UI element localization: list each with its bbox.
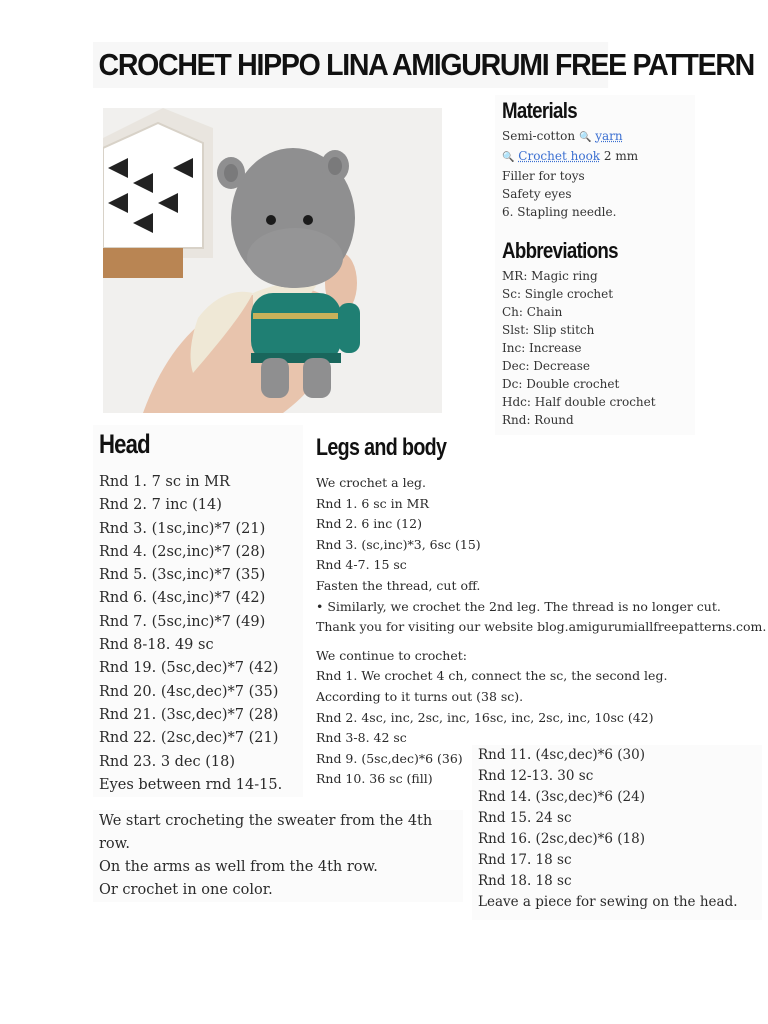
pattern-row: Rnd 3. (sc,inc)*3, 6sc (15) bbox=[316, 536, 481, 552]
crochet-hook-link[interactable]: Crochet hook bbox=[518, 149, 601, 163]
materials-list bbox=[502, 127, 695, 221]
abbreviation-item: Dc: Double crochet bbox=[502, 377, 620, 391]
pattern-row: Rnd 15. 24 sc bbox=[478, 810, 572, 826]
pattern-row: According to it turns out (38 sc). bbox=[316, 688, 524, 704]
sweater-note bbox=[93, 810, 463, 902]
body-rows-continued bbox=[478, 745, 762, 913]
search-icon: 🔍 bbox=[502, 152, 515, 163]
materials-item: Safety eyes bbox=[502, 187, 572, 201]
pattern-row: Rnd 16. (2sc,dec)*6 (18) bbox=[478, 831, 645, 847]
pattern-row: Rnd 8-18. 49 sc bbox=[99, 637, 214, 654]
hippo-photo bbox=[103, 108, 442, 413]
pattern-row: Rnd 2. 6 inc (12) bbox=[316, 516, 422, 532]
materials-item: 🔍 Crochet hook 2 mm bbox=[502, 149, 639, 163]
pattern-row: Rnd 20. (4sc,dec)*7 (35) bbox=[99, 683, 279, 700]
pattern-row: Rnd 5. (3sc,inc)*7 (35) bbox=[99, 567, 266, 584]
pattern-row: Rnd 2. 7 inc (14) bbox=[99, 497, 222, 514]
materials-item: Semi-cotton 🔍 yarn bbox=[502, 129, 623, 143]
materials-item: 6. Stapling needle. bbox=[502, 205, 617, 219]
pattern-row: We continue to crochet: bbox=[316, 647, 467, 663]
abbreviation-item: Inc: Increase bbox=[502, 341, 582, 355]
abbreviation-item: Dec: Decrease bbox=[502, 359, 590, 373]
pattern-row: Rnd 6. (4sc,inc)*7 (42) bbox=[99, 590, 266, 607]
pattern-row: Rnd 19. (5sc,dec)*7 (42) bbox=[99, 660, 279, 677]
abbreviation-item: Ch: Chain bbox=[502, 305, 563, 319]
pattern-row: Rnd 12-13. 30 sc bbox=[478, 768, 594, 784]
page-title: CROCHET HIPPO LINA AMIGURUMI FREE PATTERN bbox=[93, 42, 608, 88]
pattern-row: Rnd 1. 7 sc in MR bbox=[99, 474, 230, 490]
abbreviation-item: Hdc: Half double crochet bbox=[502, 395, 656, 409]
abbreviation-item: Slst: Slip stitch bbox=[502, 323, 595, 337]
pattern-row: Rnd 1. We crochet 4 ch, connect the sc, the second leg. bbox=[316, 668, 668, 684]
abbreviations-list bbox=[502, 267, 695, 429]
abbreviation-item: Rnd: Round bbox=[502, 413, 574, 427]
hippo-illustration bbox=[103, 108, 442, 413]
abbreviation-item: MR: Magic ring bbox=[502, 269, 598, 283]
pattern-row: Rnd 22. (2sc,dec)*7 (21) bbox=[99, 730, 279, 747]
pattern-row: Rnd 1. 6 sc in MR bbox=[316, 495, 429, 511]
pattern-row: Rnd 21. (3sc,dec)*7 (28) bbox=[99, 706, 279, 723]
pattern-row: Rnd 7. (5sc,inc)*7 (49) bbox=[99, 613, 266, 630]
pattern-row: Fasten the thread, cut off. bbox=[316, 577, 481, 593]
pattern-row: Rnd 10. 36 sc (fill) bbox=[316, 771, 433, 787]
materials-panel bbox=[495, 95, 695, 435]
pattern-row: Leave a piece for sewing on the head. bbox=[478, 894, 738, 910]
pattern-row: Rnd 23. 3 dec (18) bbox=[99, 753, 236, 770]
pattern-row: We crochet a leg. bbox=[316, 475, 426, 490]
materials-item: Filler for toys bbox=[502, 169, 585, 183]
search-icon: 🔍 bbox=[578, 132, 592, 143]
head-heading: Head bbox=[99, 429, 150, 459]
head-section bbox=[93, 425, 303, 797]
legs-rows bbox=[316, 473, 767, 638]
pattern-row: Eyes between rnd 14-15. bbox=[99, 776, 283, 793]
pattern-row: Rnd 4. (2sc,inc)*7 (28) bbox=[99, 543, 266, 560]
pattern-row: Rnd 11. (4sc,dec)*6 (30) bbox=[478, 747, 645, 763]
pattern-row: Rnd 9. (5sc,dec)*6 (36) bbox=[316, 750, 463, 766]
abbreviation-item: Sc: Single crochet bbox=[502, 287, 614, 301]
pattern-row: Rnd 14. (3sc,dec)*6 (24) bbox=[478, 789, 645, 805]
abbreviations-heading: Abbreviations bbox=[502, 238, 618, 263]
note-line: On the arms as well from the 4th row. bbox=[99, 859, 378, 875]
pattern-row: Rnd 4-7. 15 sc bbox=[316, 557, 407, 573]
pattern-row: • Similarly, we crochet the 2nd leg. The thread is no longer cut. bbox=[316, 598, 721, 614]
pattern-row: Rnd 18. 18 sc bbox=[478, 873, 572, 889]
head-rows bbox=[99, 471, 303, 797]
note-line: We start crocheting the sweater from the 4th row. bbox=[99, 813, 433, 852]
pattern-row: Rnd 3. (1sc,inc)*7 (21) bbox=[99, 520, 266, 537]
legs-body-heading: Legs and body bbox=[316, 434, 447, 461]
pattern-row: Rnd 2. 4sc, inc, 2sc, inc, 16sc, inc, 2sc, inc, 10sc (42) bbox=[316, 709, 654, 725]
body-continued-section bbox=[472, 745, 762, 920]
pattern-row: Rnd 3-8. 42 sc bbox=[316, 730, 407, 746]
legs-body-section bbox=[311, 430, 767, 790]
pattern-row: Thank you for visiting our website blog.amigurumiallfreepatterns.com. bbox=[316, 619, 767, 635]
materials-heading: Materials bbox=[502, 98, 577, 123]
yarn-link[interactable]: yarn bbox=[595, 129, 623, 143]
note-line: Or crochet in one color. bbox=[99, 882, 273, 898]
pattern-row: Rnd 17. 18 sc bbox=[478, 852, 572, 868]
